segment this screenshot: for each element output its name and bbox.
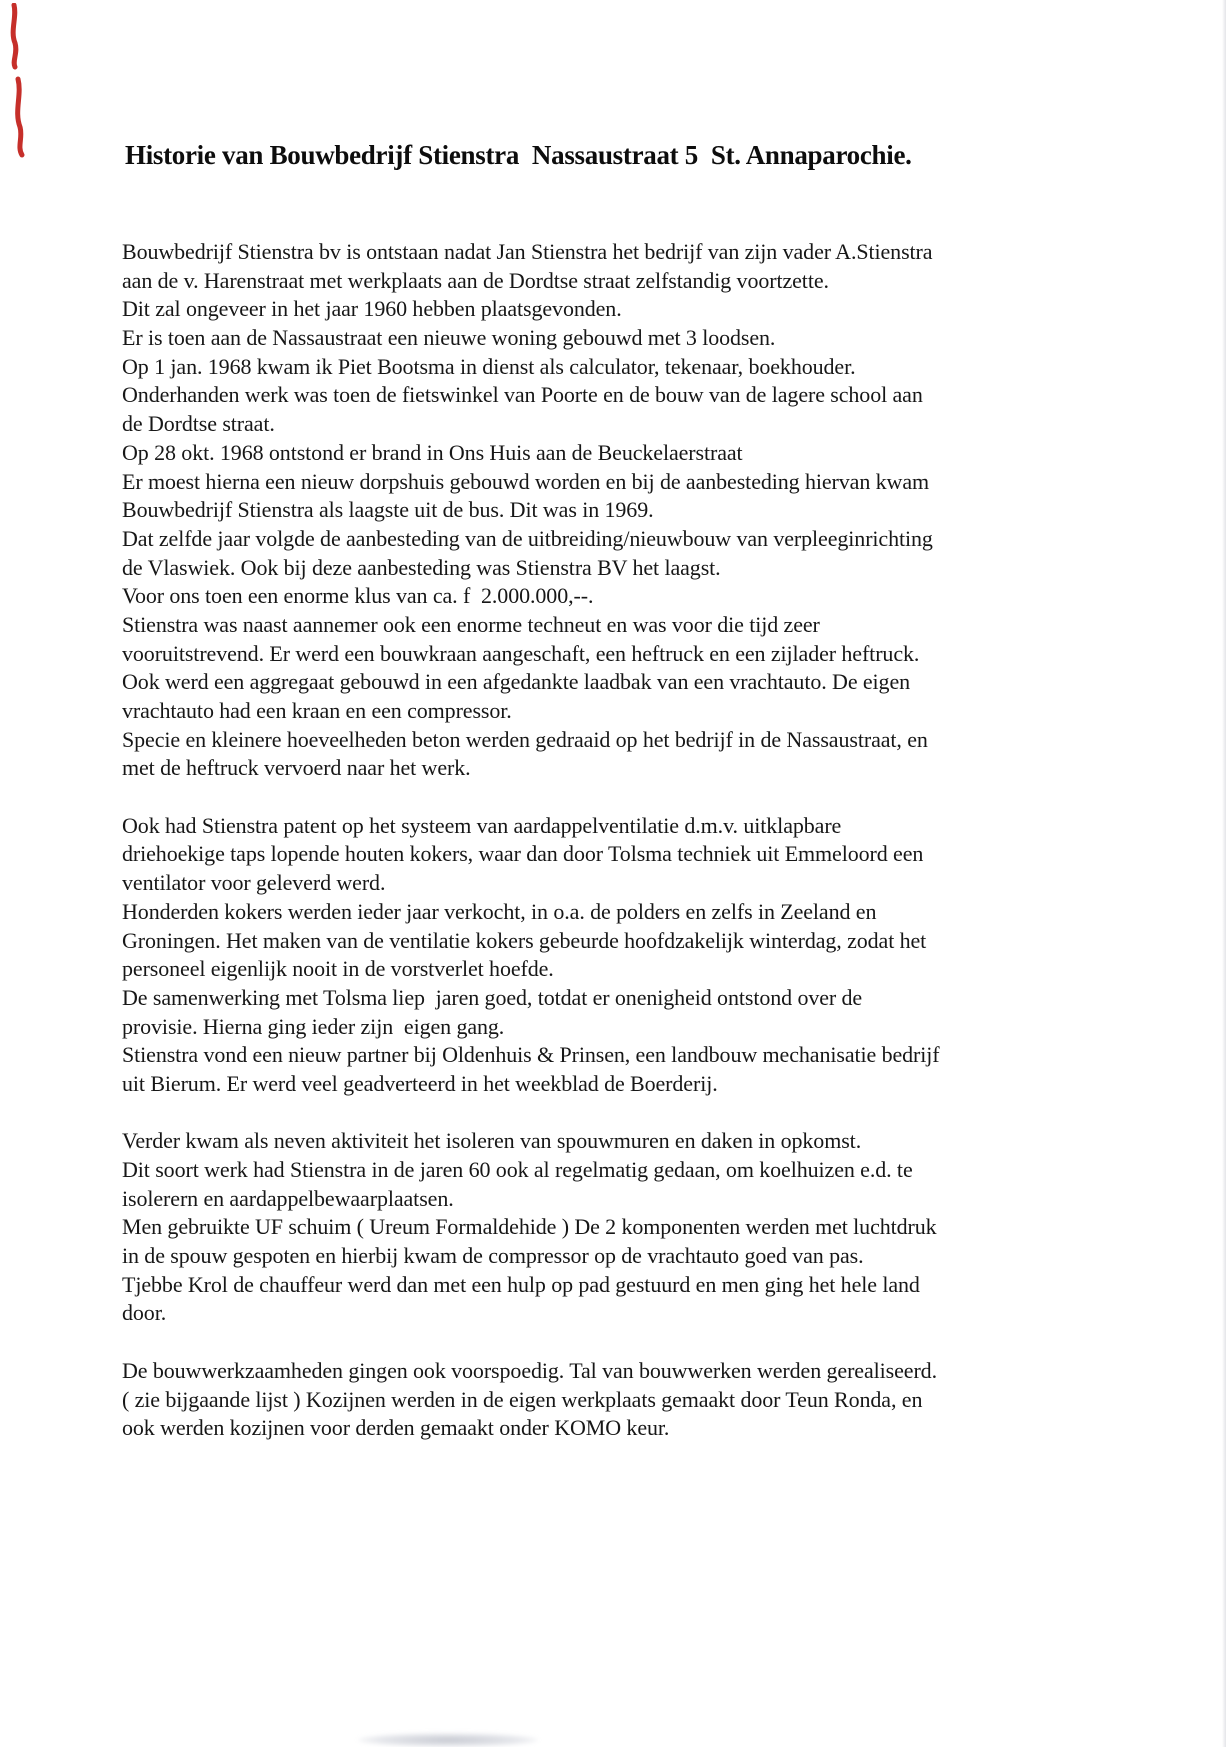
text-line: de Vlaswiek. Ook bij deze aanbesteding was Stienstra BV het laagst. <box>122 554 721 580</box>
document-body <box>122 238 1132 1443</box>
red-pen-mark <box>5 3 35 163</box>
text-line: vooruitstrevend. Er werd een bouwkraan aangeschaft, een heftruck en een zijlader heftruck. <box>122 640 920 666</box>
text-line: vrachtauto had een kraan en een compressor. <box>122 698 512 723</box>
text-line: Tjebbe Krol de chauffeur werd dan met een hulp op pad gestuurd en men ging het hele land <box>122 1271 920 1297</box>
text-line: Honderden kokers werden ieder jaar verkocht, in o.a. de polders en zelfs in Zeeland en <box>122 898 877 924</box>
text-line: uit Bierum. Er werd veel geadverteerd in het weekblad de Boerderij. <box>122 1070 718 1096</box>
text-line: Ook werd een aggregaat gebouwd in een afgedankte laadbak van een vrachtauto. De eigen <box>122 669 911 695</box>
text-line: Bouwbedrijf Stienstra als laagste uit de bus. Dit was in 1969. <box>122 497 654 523</box>
text-line: Verder kwam als neven aktiviteit het isoleren van spouwmuren en daken in opkomst. <box>122 1128 862 1154</box>
paragraph <box>122 238 1132 783</box>
text-line: Er moest hierna een nieuw dorpshuis gebouwd worden en bij de aanbesteding hiervan kwam <box>122 468 930 494</box>
text-line: Groningen. Het maken van de ventilatie kokers gebeurde hoofdzakelijk winterdag, zodat het <box>122 927 927 953</box>
text-line: Dat zelfde jaar volgde de aanbesteding van de uitbreiding/nieuwbouw van verpleeginrichting <box>122 525 933 551</box>
text-line: Op 28 okt. 1968 ontstond er brand in Ons Huis aan de Beuckelaerstraat <box>122 439 743 465</box>
text-line: personeel eigenlijk nooit in de vorstverlet hoefde. <box>122 956 554 982</box>
paragraph <box>122 1357 1132 1443</box>
text-line: De samenwerking met Tolsma liep jaren goed, totdat er onenigheid ontstond over de <box>122 984 863 1010</box>
text-line: Dit soort werk had Stienstra in de jaren 60 ook al regelmatig gedaan, om koelhuizen e.d. te <box>122 1157 913 1182</box>
text-line: ( zie bijgaande lijst ) Kozijnen werden in de eigen werkplaats gemaakt door Teun Ronda, en <box>122 1386 923 1412</box>
text-line: met de heftruck vervoerd naar het werk. <box>122 755 471 781</box>
text-line: Specie en kleinere hoeveelheden beton werden gedraaid op het bedrijf in de Nassaustraat, en <box>122 726 928 752</box>
text-line: in de spouw gespoten en hierbij kwam de compressor op de vrachtauto goed van pas. <box>122 1243 864 1269</box>
text-line: Stienstra vond een nieuw partner bij Oldenhuis & Prinsen, een landbouw mechanisatie bedrijf <box>122 1042 940 1068</box>
text-line: de Dordtse straat. <box>122 411 275 437</box>
page-title: Historie van Bouwbedrijf Stienstra Nassaustraat 5 St. Annaparochie. <box>125 140 912 170</box>
text-line: Op 1 jan. 1968 kwam ik Piet Bootsma in dienst als calculator, tekenaar, boekhouder. <box>122 353 856 379</box>
text-line: provisie. Hierna ging ieder zijn eigen gang. <box>122 1013 505 1039</box>
text-line: Men gebruikte UF schuim ( Ureum Formaldehide ) De 2 komponenten werden met luchtdruk <box>122 1214 937 1240</box>
text-line: ventilator voor geleverd werd. <box>122 870 386 896</box>
text-line: Dit zal ongeveer in het jaar 1960 hebben plaatsgevonden. <box>122 296 622 322</box>
text-line: Er is toen aan de Nassaustraat een nieuwe woning gebouwd met 3 loodsen. <box>122 325 776 351</box>
text-line: Onderhanden werk was toen de fietswinkel van Poorte en de bouw van de lagere school aan <box>122 382 923 408</box>
text-line: driehoekige taps lopende houten kokers, waar dan door Tolsma techniek uit Emmeloord een <box>122 841 924 867</box>
text-line: Stienstra was naast aannemer ook een enorme techneut en was voor die tijd zeer <box>122 611 820 637</box>
scan-smudge <box>358 1733 538 1747</box>
text-line: ook werden kozijnen voor derden gemaakt onder KOMO keur. <box>122 1415 670 1441</box>
paragraph <box>122 812 1132 1099</box>
text-line: Voor ons toen een enorme klus van ca. f 2.000.000,--. <box>122 583 594 609</box>
text-line: door. <box>122 1300 167 1326</box>
text-line: De bouwwerkzaamheden gingen ook voorspoedig. Tal van bouwwerken werden gerealiseerd. <box>122 1357 937 1383</box>
text-line: Ook had Stienstra patent op het systeem van aardappelventilatie d.m.v. uitklapbare <box>122 812 842 838</box>
text-line: aan de v. Harenstraat met werkplaats aan de Dordtse straat zelfstandig voortzette. <box>122 267 829 293</box>
scan-edge-shadow <box>1222 0 1226 1747</box>
text-line: isolerern en aardappelbewaarplaatsen. <box>122 1185 454 1211</box>
paragraph <box>122 1127 1132 1328</box>
text-line: Bouwbedrijf Stienstra bv is ontstaan nadat Jan Stienstra het bedrijf van zijn vader A.Stienstra <box>122 239 933 264</box>
